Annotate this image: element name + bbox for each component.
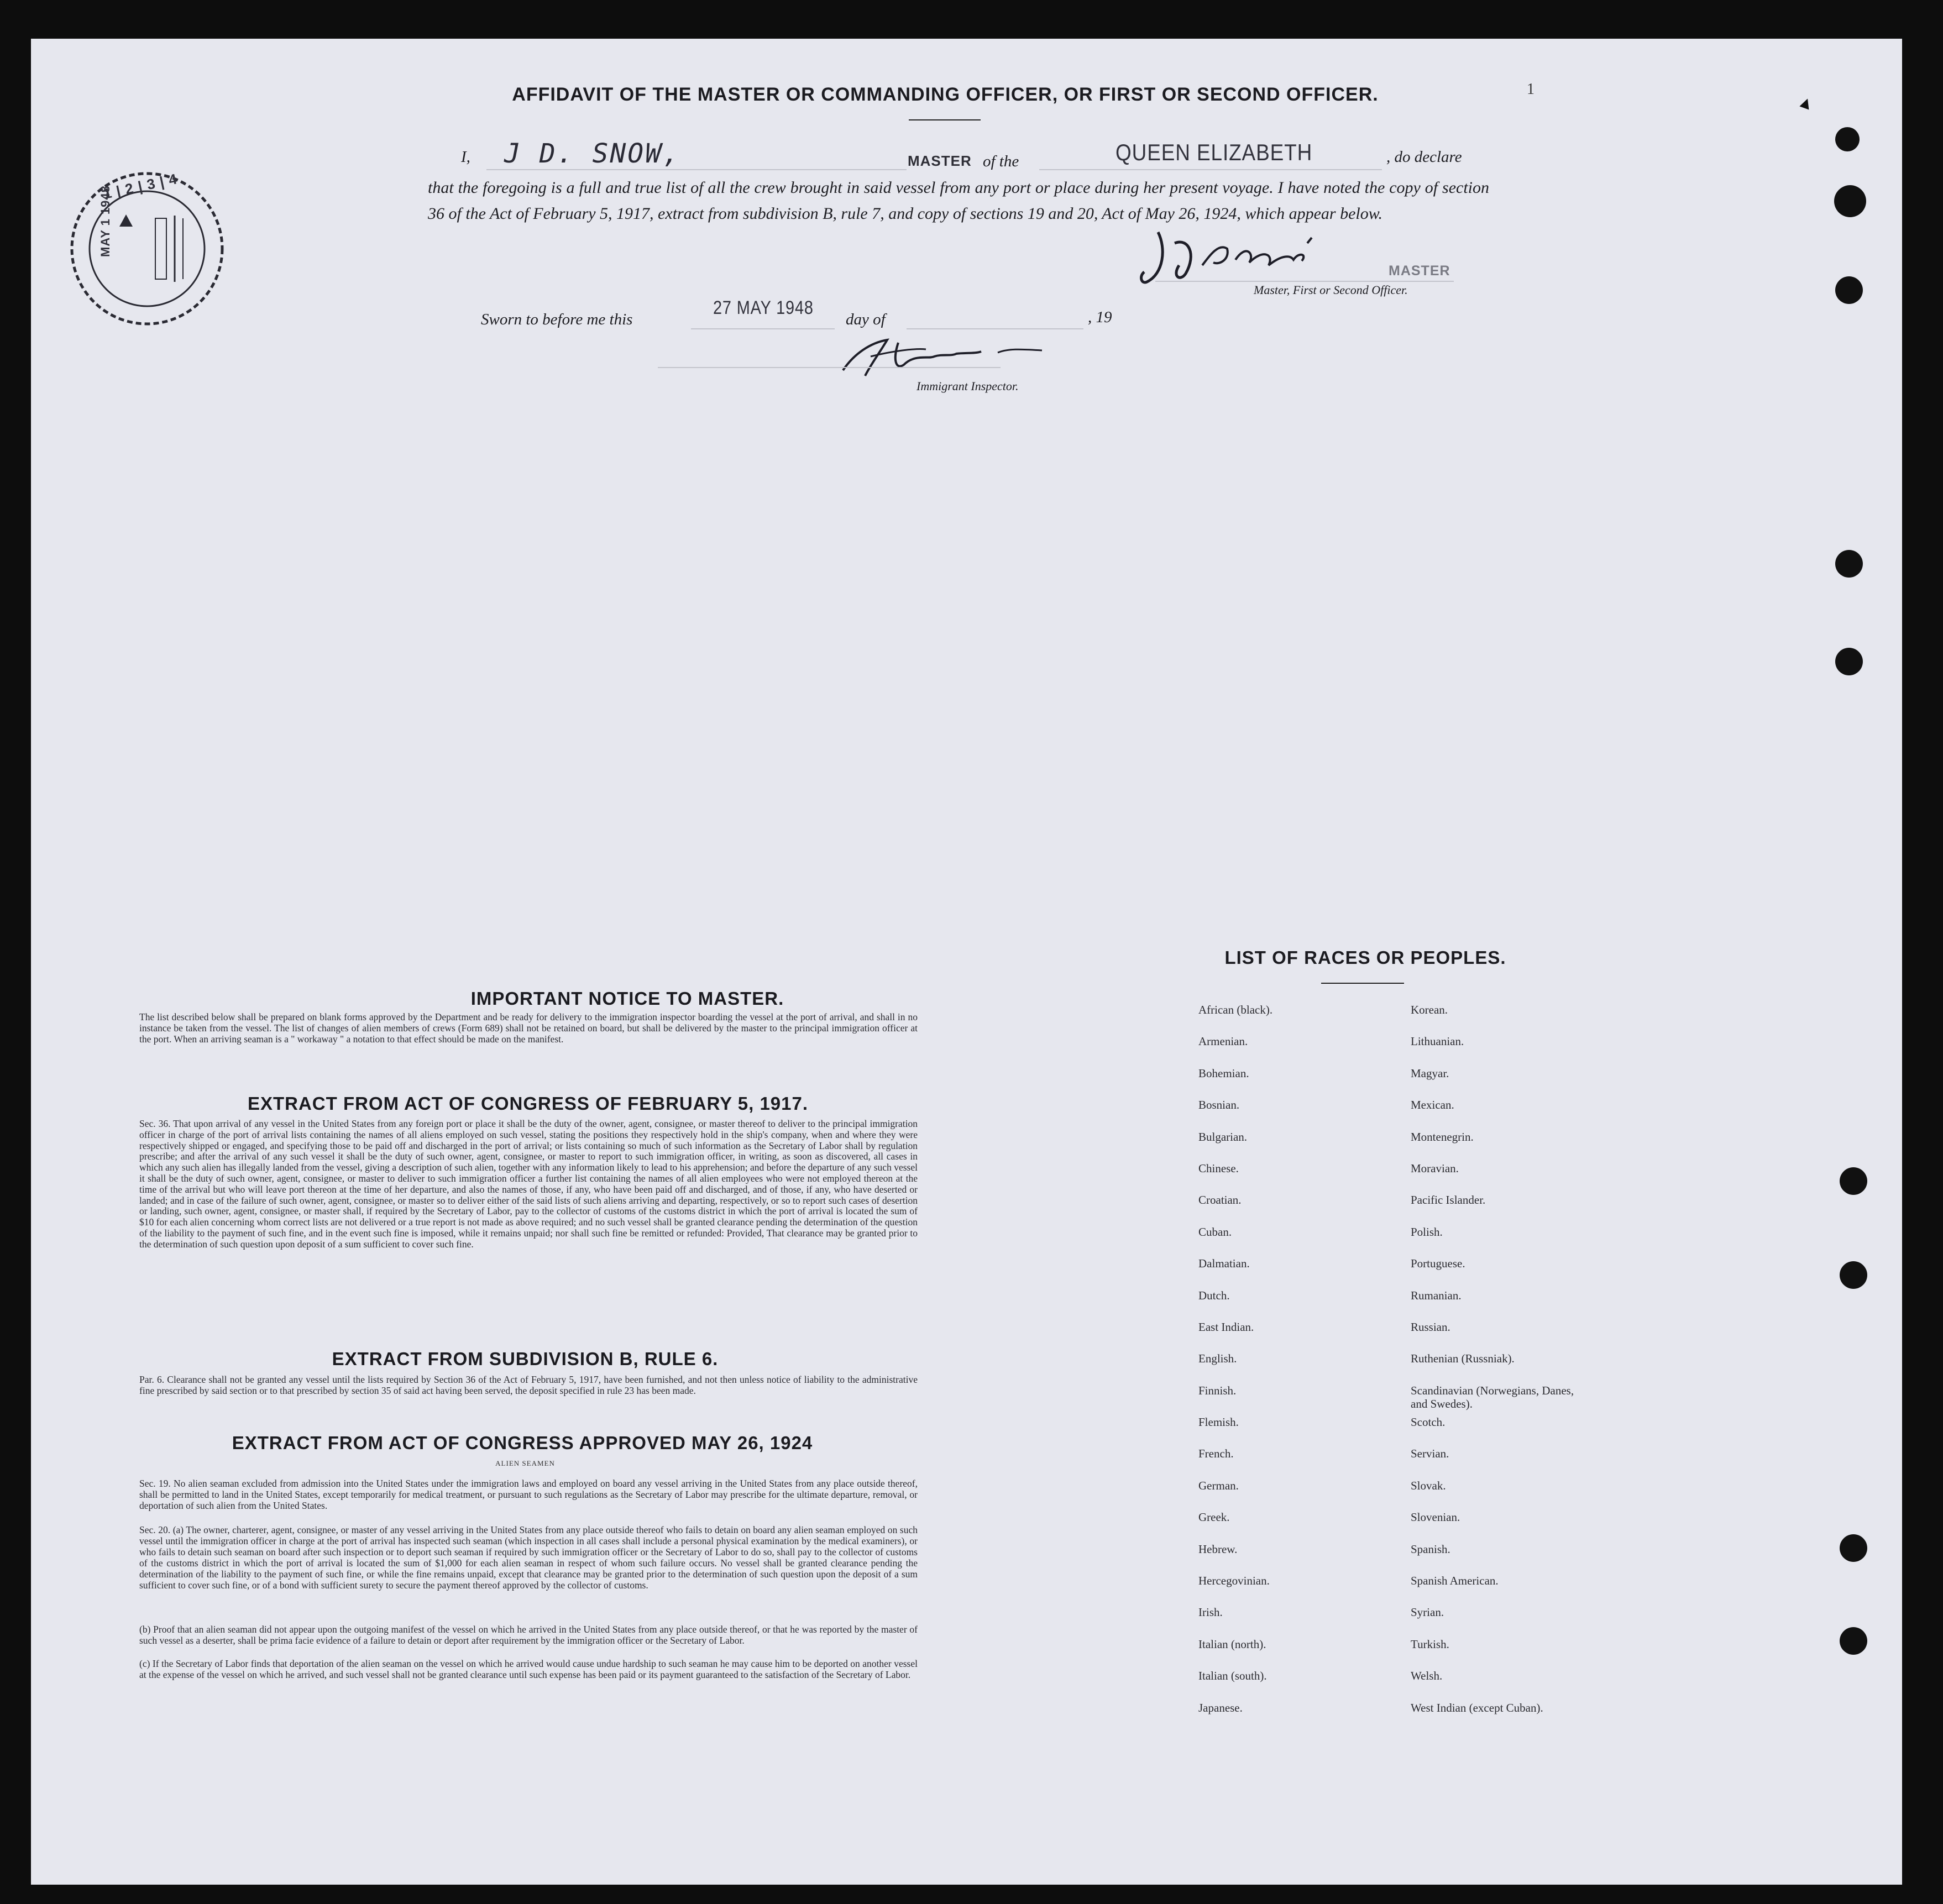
binder-hole-7	[1840, 1261, 1867, 1289]
races-title: LIST OF RACES OR PEOPLES.	[1224, 947, 1506, 968]
inspection-stamp	[64, 166, 230, 332]
race-item: Bulgarian.	[1198, 1130, 1248, 1144]
race-item: Croatian.	[1198, 1193, 1242, 1207]
document-page	[31, 39, 1902, 1885]
vessel-name-line	[1039, 169, 1382, 170]
race-item: Hercegovinian.	[1198, 1574, 1270, 1588]
binder-hole-2	[1834, 185, 1866, 217]
sworn-date: 27 MAY 1948	[713, 297, 814, 318]
race-item: Magyar.	[1411, 1066, 1449, 1080]
race-item: Servian.	[1411, 1447, 1449, 1461]
race-item: Spanish American.	[1411, 1574, 1499, 1588]
race-item: Korean.	[1411, 1003, 1448, 1016]
race-item: African (black).	[1198, 1003, 1273, 1016]
signature-master-stamp: MASTER	[1389, 263, 1450, 279]
race-item: Ruthenian (Russniak).	[1411, 1352, 1515, 1366]
race-item: West Indian (except Cuban).	[1411, 1701, 1543, 1714]
master-name-line	[486, 169, 907, 170]
race-item: Scotch.	[1411, 1415, 1446, 1429]
extract-1924-sec19: Sec. 19. No alien seaman excluded from admission into the United States under the immigration laws and employed on board any vessel arriving in the United States from any place outside thereof, shall be permitted to land in the United States, except temporarily for medical treatment, or pursuant to such regulations as the Secretary of Labor may prescribe for the ultimate departure, removal, or deportation of such alien from the United States.	[139, 1478, 918, 1511]
race-item: Portuguese.	[1411, 1257, 1465, 1271]
binder-hole-4	[1835, 550, 1863, 578]
race-item: Spanish.	[1411, 1542, 1450, 1556]
vessel-name: QUEEN ELIZABETH	[1115, 139, 1313, 165]
month-line	[907, 328, 1083, 329]
race-item: East Indian.	[1198, 1320, 1254, 1334]
declaration-text: that the foregoing is a full and true list of all the crew brought in said vessel from any port or place during her present voyage. I have noted the copy of section 36 of the Act of February 5, 1917, extract from subdivision B, rule 7, and copy of sections 19 and 20, Act of May 26, 1924, which appear below.	[428, 179, 1489, 223]
race-item: Italian (north).	[1198, 1637, 1266, 1651]
binder-hole-5	[1835, 648, 1863, 675]
race-item: Syrian.	[1411, 1606, 1444, 1619]
race-item: Dutch.	[1198, 1288, 1230, 1302]
extract-1924-sec20b: (b) Proof that an alien seaman did not appear upon the outgoing manifest of the vessel on which he arrived in the United States from any place outside thereof, or that he was reported by the master of such vessel as a deserter, shall be prima facie evidence of a failure to detain or deport after requirement by the immigration officer or the Secretary of Labor.	[139, 1624, 918, 1646]
notice-title: IMPORTANT NOTICE TO MASTER.	[470, 988, 784, 1009]
race-item: Dalmatian.	[1198, 1257, 1250, 1271]
binder-hole-8	[1840, 1534, 1867, 1562]
race-item: Mexican.	[1411, 1098, 1454, 1112]
title-rule	[909, 119, 981, 120]
extract-1917-text: Sec. 36. That upon arrival of any vessel in the United States from any foreign port or place it shall be the duty of the owner, agent, consignee, or master thereof to deliver to the principal immigration officer in charge of the port of arrival lists containing the names of all aliens employed on such vessel, stating the positions they respectively hold in the ship's company, when and where they were respectively shipped or engaged, and specifying those to be paid off and discharged in the port of arrival; or lists containing so much of such information as the Secretary of Labor shall by regulation prescribe; and after the arrival of any such vessel it shall be the duty of such owner, agent, consignee, or master to report to such immigration officer, in writing, as soon as discovered, all cases in which any such alien has illegally landed from the vessel, giving a description of such alien, together with any information likely to lead to his apprehension; and before the departure of any such vessel it shall be the duty of such owner, agent, consignee, or master to deliver to such immigration officer a further list containing the names of all alien employees who were not employed thereon at the time of the arrival but who will leave port thereon at the time of her departure, and also the names of those, if any, who have been paid off and discharged, and of those, if any, who have deserted or landed; and in case of the failure of such owner, agent, consignee, or master so to deliver either of the said lists of such aliens arriving and departing, respectively, or so to report such cases of desertion or landing, such owner, agent, consignee, or master shall, if required by the Secretary of Labor, pay to the collector of customs of the customs district in which the port of arrival is located the sum of $10 for each alien concerning whom correct lists are not delivered or a true report is not made as above required; and no such vessel shall be granted clearance pending the determination of the question of the liability to the payment of such fine, and in the event such fine is imposed, while it remains unpaid; nor shall such fine be remitted or refunded: Provided, That clearance may be granted prior to the determination of such question upon deposit of a sum sufficient to cover such fine.	[139, 1118, 918, 1250]
stamp-date: MAY 1 1948	[98, 185, 112, 257]
extract-1924-subtitle: ALIEN SEAMEN	[495, 1459, 555, 1467]
race-item: Lithuanian.	[1411, 1035, 1464, 1048]
page-number: 1	[1527, 81, 1535, 98]
extract-1917-title: EXTRACT FROM ACT OF CONGRESS OF FEBRUARY 5, 1917.	[247, 1093, 809, 1114]
race-item: Pacific Islander.	[1411, 1193, 1486, 1207]
race-item: Italian (south).	[1198, 1669, 1267, 1683]
race-item: Moravian.	[1411, 1161, 1459, 1175]
extract-1924-sec20a: Sec. 20. (a) The owner, charterer, agent, consignee, or master of any vessel arriving in the United States from any place outside thereof who fails to detain on board any alien seaman employed on such vessel until the immigration officer in charge at the port of arrival has inspected such seaman (which inspection in all cases shall include a personal physical examination by the medical examiners), or who fails to detain such seaman on board after such inspection or to deport such seaman if required by such immigration officer or the Secretary of Labor to do so, shall pay to the collector of customs of the customs district in which the port of arrival is located the sum of $1,000 for each alien seaman in respect of whom such failure occurs. No vessel shall be granted clearance pending the determination of the liability to the payment of such fine, or while the fine remains unpaid, except that clearance may be granted prior to the determination of such question upon the deposit of a sum sufficient to cover such fine, or of a bond with sufficient surety to secure the payment thereof approved by the collector of customs.	[139, 1524, 918, 1591]
of-the-label: of the	[983, 153, 1019, 170]
affidavit-title: AFFIDAVIT OF THE MASTER OR COMMANDING OFFICER, OR FIRST OR SECOND OFFICER.	[512, 84, 1379, 105]
races-left-column	[1198, 1003, 1272, 1733]
extract-rule6-title: EXTRACT FROM SUBDIVISION B, RULE 6.	[332, 1349, 719, 1369]
i-label: I,	[461, 148, 470, 166]
race-item: Hebrew.	[1198, 1542, 1238, 1556]
master-name: J D. SNOW,	[504, 138, 680, 169]
race-item: Turkish.	[1411, 1637, 1449, 1651]
extract-rule6-text: Par. 6. Clearance shall not be granted any vessel until the lists required by Section 36 of the Act of February 5, 1917, have been furnished, and not then unless notice of liability to the administrative fine prescribed by said section or to that prescribed by section 35 of said act having been served, the deposit specified in rule 23 has been made.	[139, 1374, 918, 1396]
inspector-signature	[832, 332, 1053, 381]
race-item: Slovenian.	[1411, 1510, 1460, 1524]
race-item: Rumanian.	[1411, 1288, 1462, 1302]
races-right-column	[1411, 1003, 1599, 1733]
race-item: Montenegrin.	[1411, 1130, 1474, 1144]
race-item: Cuban.	[1198, 1225, 1232, 1239]
race-item: German.	[1198, 1478, 1239, 1492]
race-item: Bohemian.	[1198, 1066, 1249, 1080]
sworn-date-line	[691, 328, 835, 329]
binder-hole-9	[1840, 1627, 1867, 1655]
master-stamp: MASTER	[908, 153, 972, 169]
race-item: Finnish.	[1198, 1383, 1237, 1397]
stamp-digits: 1 | 2 | 3 | 4	[102, 170, 179, 202]
binder-hole-1	[1835, 127, 1860, 151]
extract-1924-sec20c: (c) If the Secretary of Labor finds that deportation of the alien seaman on the vessel on which he arrived would cause undue hardship to such seaman he may cause him to be deported on another vessel at the expense of the vessel on which he arrived, and such vessel shall not be granted clearance until such expense has been paid or its payment guaranteed to the satisfaction of the Secretary of Labor.	[139, 1658, 918, 1680]
race-item: Armenian.	[1198, 1035, 1248, 1048]
race-item: Welsh.	[1411, 1669, 1443, 1683]
inspector-caption: Immigrant Inspector.	[916, 379, 1019, 393]
race-item: Japanese.	[1198, 1701, 1243, 1714]
sworn-label: Sworn to before me this	[481, 311, 633, 328]
do-declare-label: , do declare	[1386, 148, 1462, 166]
race-item: French.	[1198, 1447, 1234, 1461]
day-of-label: day of	[846, 311, 886, 328]
race-item: Flemish.	[1198, 1415, 1239, 1429]
race-item: English.	[1198, 1352, 1237, 1366]
extract-1924-title: EXTRACT FROM ACT OF CONGRESS APPROVED MAY 26, 1924	[232, 1433, 813, 1453]
year-label: , 19	[1088, 308, 1112, 326]
officer-signature-line	[1155, 281, 1454, 282]
race-item: Chinese.	[1198, 1161, 1239, 1175]
race-item: Russian.	[1411, 1320, 1450, 1334]
notice-text: The list described below shall be prepared on blank forms approved by the Department and be ready for delivery to the immigration inspector boarding the vessel at the port of arrival, and shall in no instance be taken from the vessel. The list of changes of alien members of crews (Form 689) shall not be retained on board, but shall be delivered by the master to the principal immigration officer at the port. When an arriving seaman is a " workaway " a notation to that effect should be made on the manifest.	[139, 1011, 918, 1045]
race-item: Greek.	[1198, 1510, 1230, 1524]
binder-hole-6	[1840, 1167, 1867, 1195]
inspector-signature-line	[658, 367, 1001, 368]
officer-caption: Master, First or Second Officer.	[1254, 283, 1408, 297]
master-signature	[1136, 221, 1357, 293]
race-item: Scandinavian (Norwegians, Danes, and Swedes).	[1411, 1383, 1574, 1410]
race-item: Polish.	[1411, 1225, 1443, 1239]
races-title-rule	[1321, 983, 1404, 984]
race-item: Bosnian.	[1198, 1098, 1240, 1112]
race-item: Slovak.	[1411, 1478, 1446, 1492]
binder-hole-3	[1835, 276, 1863, 304]
race-item: Irish.	[1198, 1606, 1223, 1619]
